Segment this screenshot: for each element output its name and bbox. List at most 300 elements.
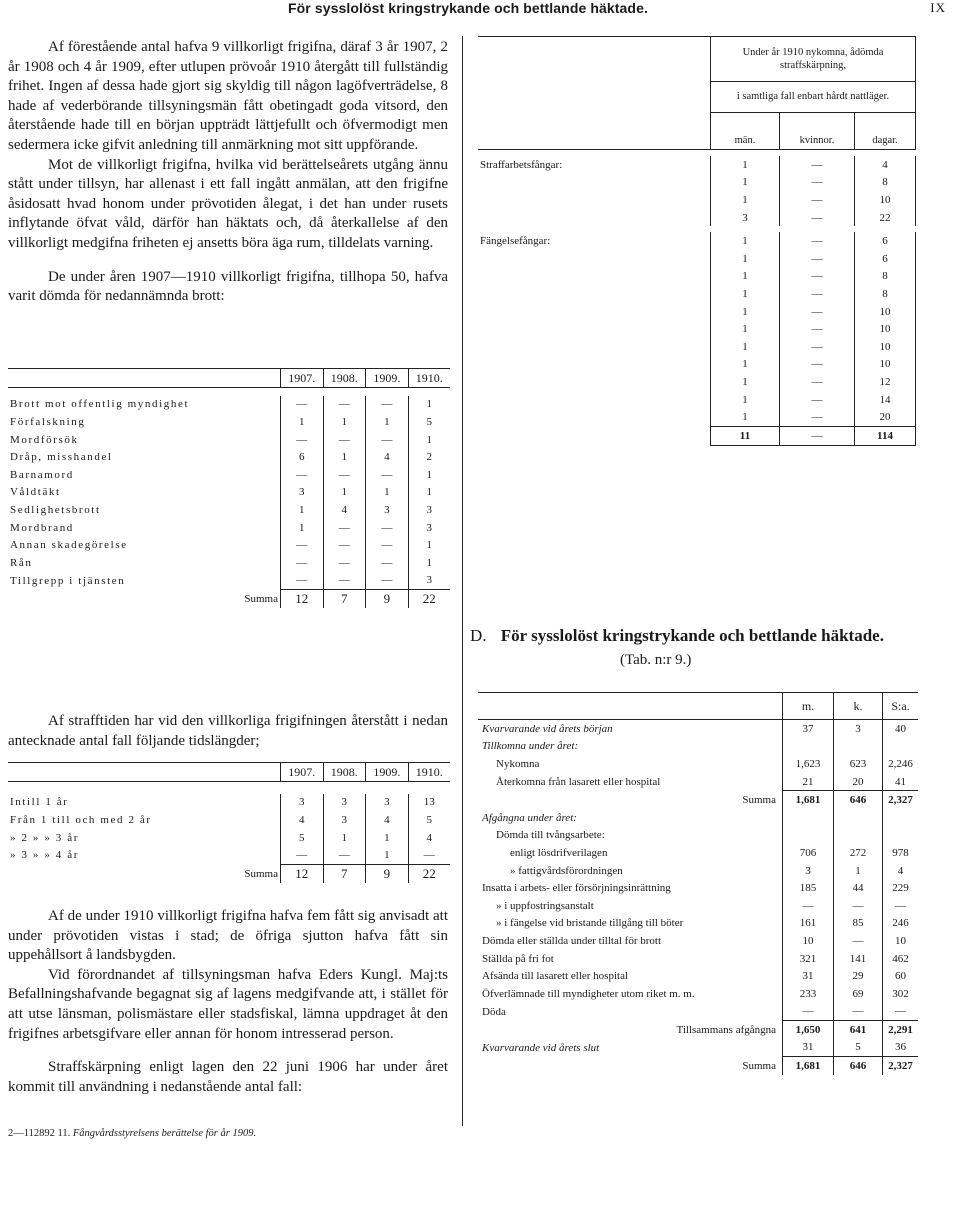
- punish-row: [478, 285, 916, 303]
- crime-row: [8, 448, 450, 466]
- d-cell: [783, 809, 834, 827]
- d-row: [478, 809, 918, 827]
- punish-group-label: [478, 250, 711, 268]
- punish-cell: —: [780, 191, 855, 209]
- punish-cell: 12: [855, 373, 916, 391]
- punish-header-mid: i samtliga fall enbart hårdt nattläger.: [711, 82, 916, 113]
- crime-cell: —: [366, 572, 409, 590]
- punish-cell: 10: [855, 303, 916, 321]
- crime-rows: [8, 396, 450, 590]
- punish-cell: —: [780, 356, 855, 374]
- crime-row: [8, 466, 450, 484]
- d-row: [478, 1003, 918, 1021]
- d-cell: 44: [834, 879, 883, 897]
- d-row-label: Summa: [742, 793, 776, 806]
- time-cell: 3: [323, 811, 366, 829]
- column-rule: [462, 36, 463, 1126]
- time-year-col: 1909.: [366, 763, 409, 782]
- d-row-label: Öfverlämnade till myndigheter utom riket m. m.: [482, 987, 695, 1000]
- time-cell: —: [323, 846, 366, 864]
- d-row-label: Afsända till lasarett eller hospital: [482, 970, 629, 983]
- d-row-label: Återkomna från lasarett eller hospital: [496, 775, 661, 788]
- section-ref: (Tab. n:r 9.): [620, 652, 692, 668]
- punish-cell: 1: [711, 268, 780, 286]
- crime-cell: —: [281, 572, 324, 590]
- punish-cell: 10: [855, 191, 916, 209]
- punish-total-cell: 114: [855, 426, 916, 445]
- d-cell: —: [883, 897, 919, 915]
- d-cell: 5: [834, 1039, 883, 1057]
- d-cell: 646: [834, 1057, 883, 1075]
- d-row: [478, 773, 918, 791]
- running-header: [0, 0, 960, 22]
- d-row: [478, 827, 918, 845]
- crime-cell: 3: [408, 501, 450, 519]
- d-cell: [883, 738, 919, 756]
- d-row: [478, 985, 918, 1003]
- left-column: [8, 38, 448, 307]
- crime-cell: 6: [281, 448, 324, 466]
- punish-group-label: [478, 408, 711, 426]
- time-row: [8, 829, 450, 847]
- d-row: [478, 738, 918, 756]
- crime-cell: —: [323, 554, 366, 572]
- d-row: [478, 915, 918, 933]
- time-cell: 5: [408, 811, 450, 829]
- time-row: [8, 811, 450, 829]
- crime-cell: —: [323, 519, 366, 537]
- punish-cell: —: [780, 408, 855, 426]
- punish-group-label: [478, 285, 711, 303]
- punish-cell: 1: [711, 391, 780, 409]
- crime-label: Dråp, misshandel: [10, 451, 113, 464]
- d-cell: 246: [883, 915, 919, 933]
- crime-cell: 1: [323, 413, 366, 431]
- punish-row: [478, 356, 916, 374]
- crime-cell: 3: [408, 572, 450, 590]
- d-cell: 1: [834, 862, 883, 880]
- crime-label: Annan skadegörelse: [10, 539, 128, 552]
- crime-cell: 5: [408, 413, 450, 431]
- punish-cell: 3: [711, 209, 780, 227]
- footnote-text: Fångvårdsstyrelsens berättelse för år 1909.: [72, 1128, 257, 1139]
- punish-total-cell: 11: [711, 426, 780, 445]
- punish-header-top: Under år 1910 nykomna, ådömda straffskärpning,: [711, 37, 916, 82]
- d-cell: [883, 809, 919, 827]
- d-cell: 20: [834, 773, 883, 791]
- d-cell: [783, 738, 834, 756]
- section-title: För sysslolöst kringstrykande och bettlande häktade.: [500, 626, 884, 645]
- time-year-col: 1910.: [408, 763, 450, 782]
- d-row: [478, 720, 918, 738]
- d-cell: 2,291: [883, 1021, 919, 1039]
- time-year-col: 1908.: [323, 763, 366, 782]
- crime-row: [8, 519, 450, 537]
- time-row: [8, 846, 450, 864]
- time-sum-label: Summa: [244, 867, 278, 880]
- crime-cell: —: [366, 431, 409, 449]
- d-cell: —: [834, 1003, 883, 1021]
- d-cell: 2,327: [883, 1057, 919, 1075]
- d-cell: —: [783, 1003, 834, 1021]
- time-table: [8, 762, 450, 883]
- punish-table: [478, 36, 916, 446]
- d-cell: [834, 809, 883, 827]
- crime-label: Förfalskning: [10, 415, 86, 428]
- d-row: [478, 1021, 918, 1039]
- d-row: [478, 1039, 918, 1057]
- crime-cell: —: [366, 554, 409, 572]
- crime-cell: 1: [366, 484, 409, 502]
- d-cell: [834, 738, 883, 756]
- crime-cell: 3: [408, 519, 450, 537]
- punish-cell: 14: [855, 391, 916, 409]
- time-cell: 3: [323, 794, 366, 812]
- crime-cell: 1: [408, 484, 450, 502]
- crime-row: [8, 484, 450, 502]
- d-cell: 641: [834, 1021, 883, 1039]
- punish-group-label: [478, 356, 711, 374]
- footnote-code: 2—112892 11.: [8, 1128, 71, 1139]
- d-cell: 60: [883, 967, 919, 985]
- d-cell: —: [834, 897, 883, 915]
- d-cell: 978: [883, 844, 919, 862]
- d-cell: [783, 827, 834, 845]
- d-cell: 10: [883, 932, 919, 950]
- d-rows: [478, 720, 918, 1075]
- punish-cell: 10: [855, 320, 916, 338]
- d-cell: 4: [883, 862, 919, 880]
- crime-label: Rån: [10, 556, 33, 569]
- d-cell: 706: [783, 844, 834, 862]
- time-cell: 3: [281, 794, 324, 812]
- crime-cell: 1: [408, 396, 450, 414]
- d-row-label: Tillsammans afgångna: [676, 1023, 776, 1036]
- punish-cell: 1: [711, 303, 780, 321]
- crime-cell: 1: [323, 448, 366, 466]
- crime-cell: 4: [323, 501, 366, 519]
- crime-sum-label: Summa: [244, 592, 278, 605]
- punish-cell: 20: [855, 408, 916, 426]
- d-row-label: Nykomna: [496, 757, 540, 770]
- punish-cell: 6: [855, 250, 916, 268]
- d-row-label: Kvarvarande vid årets början: [482, 722, 613, 735]
- punish-row: [478, 391, 916, 409]
- punish-cell: 1: [711, 285, 780, 303]
- d-row: [478, 950, 918, 968]
- time-cell: 1: [366, 829, 409, 847]
- punish-cell: 8: [855, 285, 916, 303]
- crime-label: Brott mot offentlig myndighet: [10, 398, 190, 411]
- d-row-label: Tillkomna under året:: [482, 740, 579, 753]
- punish-group-label: Straffarbetsfångar:: [480, 158, 563, 171]
- punish-cell: 6: [855, 232, 916, 250]
- d-row-label: Ställda på fri fot: [482, 952, 554, 965]
- d-cell: [883, 827, 919, 845]
- crime-year-col: 1910.: [408, 369, 450, 388]
- time-label: » 3 » » 4 år: [10, 849, 79, 862]
- crime-cell: —: [323, 431, 366, 449]
- d-cell: 1,623: [783, 755, 834, 773]
- d-cell: —: [783, 897, 834, 915]
- punish-cell: 1: [711, 408, 780, 426]
- punish-cell: 1: [711, 156, 780, 174]
- paragraph-4: Af strafftiden har vid den villkorliga frigifningen återstått i nedan antecknade antal fall följande tidslängder;: [8, 713, 448, 749]
- punish-row: [478, 191, 916, 209]
- d-cell: 40: [883, 720, 919, 738]
- crime-cell: 1: [408, 554, 450, 572]
- punish-group-label: [478, 320, 711, 338]
- punish-cell: —: [780, 174, 855, 192]
- crime-cell: —: [323, 536, 366, 554]
- punish-cell: —: [780, 285, 855, 303]
- section-d-heading: [470, 626, 950, 646]
- crime-cell: —: [366, 396, 409, 414]
- punish-group1: [478, 156, 916, 226]
- d-row-label: » i uppfostringsanstalt: [496, 899, 594, 912]
- time-cell: 3: [366, 794, 409, 812]
- punish-cell: 1: [711, 373, 780, 391]
- crime-row: [8, 554, 450, 572]
- crime-cell: 1: [408, 536, 450, 554]
- punish-cell: 8: [855, 174, 916, 192]
- crime-row: [8, 413, 450, 431]
- punish-cell: 1: [711, 338, 780, 356]
- d-row: [478, 879, 918, 897]
- punish-row: [478, 373, 916, 391]
- crime-label: Sedlighetsbrott: [10, 503, 101, 516]
- punish-cell: —: [780, 232, 855, 250]
- punish-cell: 10: [855, 338, 916, 356]
- punish-group-label: [478, 303, 711, 321]
- paragraph-5: Af de under 1910 villkorligt frigifna hafva fem fått sig anvisadt att under prövotiden vistas i stad; de öfriga sjutton hafva fått sin uppehållsort å landsbygden.: [8, 908, 448, 964]
- crime-row: [8, 431, 450, 449]
- punish-group-label: [478, 268, 711, 286]
- crime-sum-cell: 7: [323, 590, 366, 608]
- running-title: För sysslolöst kringstrykande och bettlande häktade.: [288, 0, 648, 16]
- crime-cell: 1: [281, 413, 324, 431]
- d-row: [478, 1057, 918, 1075]
- d-cell: 31: [783, 967, 834, 985]
- crime-cell: 1: [323, 484, 366, 502]
- time-label: » 2 » » 3 år: [10, 831, 79, 844]
- d-row-label: Summa: [742, 1059, 776, 1072]
- crime-sum-cell: 22: [408, 590, 450, 608]
- crime-label: Barnamord: [10, 468, 74, 481]
- d-row: [478, 844, 918, 862]
- d-row: [478, 862, 918, 880]
- punish-cell: 1: [711, 250, 780, 268]
- d-cell: 1,681: [783, 1057, 834, 1075]
- d-row-label: » i fängelse vid bristande tillgång till böter: [496, 917, 684, 930]
- d-cell: 623: [834, 755, 883, 773]
- punish-row: [478, 156, 916, 174]
- crime-cell: —: [281, 396, 324, 414]
- d-cell: 3: [834, 720, 883, 738]
- time-label: Intill 1 år: [10, 796, 69, 809]
- paragraph-3: De under åren 1907—1910 villkorligt frigifna, tillhopa 50, hafva varit dömda för nedannämnda brott:: [8, 268, 448, 305]
- punish-row: [478, 232, 916, 250]
- punish-total-cell: —: [780, 426, 855, 445]
- d-row: [478, 967, 918, 985]
- crime-cell: 4: [366, 448, 409, 466]
- punish-cell: 1: [711, 232, 780, 250]
- d-cell: 141: [834, 950, 883, 968]
- punish-row: [478, 408, 916, 426]
- crime-cell: —: [366, 536, 409, 554]
- paragraph-7: Straffskärpning enligt lagen den 22 juni 1906 har under året kommit till användning i nedanstående antal fall:: [8, 1059, 448, 1095]
- time-sum-cell: 22: [408, 864, 450, 882]
- crime-cell: —: [366, 466, 409, 484]
- punish-col-days: dagar.: [855, 113, 916, 150]
- punish-cell: —: [780, 268, 855, 286]
- punish-cell: 10: [855, 356, 916, 374]
- crime-cell: 1: [281, 519, 324, 537]
- punish-cell: —: [780, 338, 855, 356]
- d-col-m: m.: [783, 693, 834, 720]
- crime-label: Tillgrepp i tjänsten: [10, 574, 126, 587]
- crime-cell: 1: [366, 413, 409, 431]
- punish-cell: —: [780, 209, 855, 227]
- d-cell: 1,681: [783, 791, 834, 809]
- punish-cell: —: [780, 373, 855, 391]
- d-table: [478, 692, 918, 1075]
- crime-cell: —: [281, 554, 324, 572]
- crime-cell: —: [323, 572, 366, 590]
- time-cell: 1: [366, 846, 409, 864]
- punish-cell: 8: [855, 268, 916, 286]
- crime-sum-cell: 9: [366, 590, 409, 608]
- punish-cell: 1: [711, 320, 780, 338]
- punish-cell: —: [780, 303, 855, 321]
- d-col-sa: S:a.: [883, 693, 919, 720]
- d-row-label: Döda: [482, 1005, 506, 1018]
- d-cell: 233: [783, 985, 834, 1003]
- d-cell: 36: [883, 1039, 919, 1057]
- crime-sum-cell: 12: [281, 590, 324, 608]
- d-row: [478, 932, 918, 950]
- d-row-label: » fattigvårdsförordningen: [510, 864, 623, 877]
- punish-col-men: män.: [711, 113, 780, 150]
- d-cell: 37: [783, 720, 834, 738]
- d-cell: 69: [834, 985, 883, 1003]
- time-cell: 13: [408, 794, 450, 812]
- crime-year-col: 1907.: [281, 369, 324, 388]
- time-cell: 4: [366, 811, 409, 829]
- crime-cell: —: [281, 431, 324, 449]
- punish-cell: 22: [855, 209, 916, 227]
- punish-cell: 1: [711, 356, 780, 374]
- crime-row: [8, 396, 450, 414]
- d-cell: 21: [783, 773, 834, 791]
- time-sum-cell: 9: [366, 864, 409, 882]
- punish-cell: 4: [855, 156, 916, 174]
- punish-row: [478, 250, 916, 268]
- punish-cell: —: [780, 156, 855, 174]
- d-cell: 1,650: [783, 1021, 834, 1039]
- crime-row: [8, 572, 450, 590]
- crime-cell: 3: [281, 484, 324, 502]
- d-row: [478, 897, 918, 915]
- d-cell: 462: [883, 950, 919, 968]
- paragraph-2: Mot de villkorligt frigifna, hvilka vid berättelseårets utgång ännu stått under tillsyn, har allenast i ett fall ingått anmälan, att den frigifne åsidosatt hvad honom under prövotiden ålegat, i det han under rusets inflytande öfvat våld, därför han häktats och, då återkallelse af den villkorligt medgifna friheten ej ansetts böra äga rum, tilldelats varning.: [8, 156, 448, 251]
- d-col-k: k.: [834, 693, 883, 720]
- d-cell: 229: [883, 879, 919, 897]
- d-cell: 272: [834, 844, 883, 862]
- time-cell: 1: [323, 829, 366, 847]
- d-cell: 2,246: [883, 755, 919, 773]
- d-cell: 185: [783, 879, 834, 897]
- crime-label: Mordförsök: [10, 433, 79, 446]
- punish-group2: [478, 232, 916, 426]
- crime-label: Våldtäkt: [10, 486, 61, 499]
- d-row: [478, 755, 918, 773]
- footnote: [8, 1128, 256, 1139]
- paragraph-6: Vid förordnandet af tillsyningsman hafva Eders Kungl. Maj:ts Befallningshafvande begagnat sig af lagens medgifvande att, i stället för att utse länsman, polismästare eller stadsfiskal, lämna uppdraget åt den frigifnes arbetsgifvare eller annan för honom intresserad person.: [8, 966, 448, 1042]
- time-cell: 5: [281, 829, 324, 847]
- punish-row: [478, 338, 916, 356]
- time-sum-cell: 7: [323, 864, 366, 882]
- punish-row: [478, 320, 916, 338]
- crime-cell: 1: [408, 466, 450, 484]
- punish-group-label: [478, 391, 711, 409]
- d-cell: 161: [783, 915, 834, 933]
- d-cell: 2,327: [883, 791, 919, 809]
- time-cell: 4: [281, 811, 324, 829]
- crime-cell: 1: [408, 431, 450, 449]
- punish-row: [478, 268, 916, 286]
- crime-cell: 1: [281, 501, 324, 519]
- time-row: [8, 794, 450, 812]
- punish-cell: —: [780, 250, 855, 268]
- paragraph-1: Af förestående antal hafva 9 villkorligt frigifna, däraf 3 år 1907, 2 år 1908 och 4 år 1909, efter utlupen prövoår 1910 återgått till fullständig frihet. Ingen af dessa hade gjort sig skyldig till någon lagöfverträdelse, 8 hade af vederbörande tillsyningsmän fått obetingadt goda vitsord, den återstående hade till en början uppträdt lättjefullt och öfvermodigt men sedermera icke gifvit anledning till anmärkning mot sitt uppförande.: [8, 39, 448, 153]
- punish-group-label: [478, 373, 711, 391]
- punish-group-label: [478, 209, 711, 227]
- d-cell: 3: [783, 862, 834, 880]
- d-cell: 85: [834, 915, 883, 933]
- punish-cell: —: [780, 320, 855, 338]
- d-row-label: Dömda till tvångsarbete:: [496, 829, 605, 842]
- crime-cell: —: [323, 396, 366, 414]
- time-cell: —: [281, 846, 324, 864]
- time-rows: [8, 794, 450, 865]
- crime-cell: —: [323, 466, 366, 484]
- crime-cell: 2: [408, 448, 450, 466]
- time-sum-cell: 12: [281, 864, 324, 882]
- d-row-label: Kvarvarande vid årets slut: [482, 1041, 600, 1054]
- time-cell: —: [408, 846, 450, 864]
- d-cell: 31: [783, 1039, 834, 1057]
- crime-cell: —: [281, 536, 324, 554]
- d-cell: 302: [883, 985, 919, 1003]
- d-row-label: Dömda eller ställda under tilltal för brott: [482, 934, 662, 947]
- punish-group-label: Fängelsefångar:: [480, 235, 551, 248]
- left-column-3: [8, 907, 448, 1097]
- crime-year-col: 1908.: [323, 369, 366, 388]
- d-cell: 41: [883, 773, 919, 791]
- time-year-col: 1907.: [281, 763, 324, 782]
- d-cell: 646: [834, 791, 883, 809]
- crime-year-col: 1909.: [366, 369, 409, 388]
- punish-col-women: kvinnor.: [780, 113, 855, 150]
- crime-cell: —: [281, 466, 324, 484]
- crime-table: [8, 368, 450, 608]
- crime-row: [8, 501, 450, 519]
- crime-row: [8, 536, 450, 554]
- punish-cell: —: [780, 391, 855, 409]
- d-cell: 10: [783, 932, 834, 950]
- time-cell: 4: [408, 829, 450, 847]
